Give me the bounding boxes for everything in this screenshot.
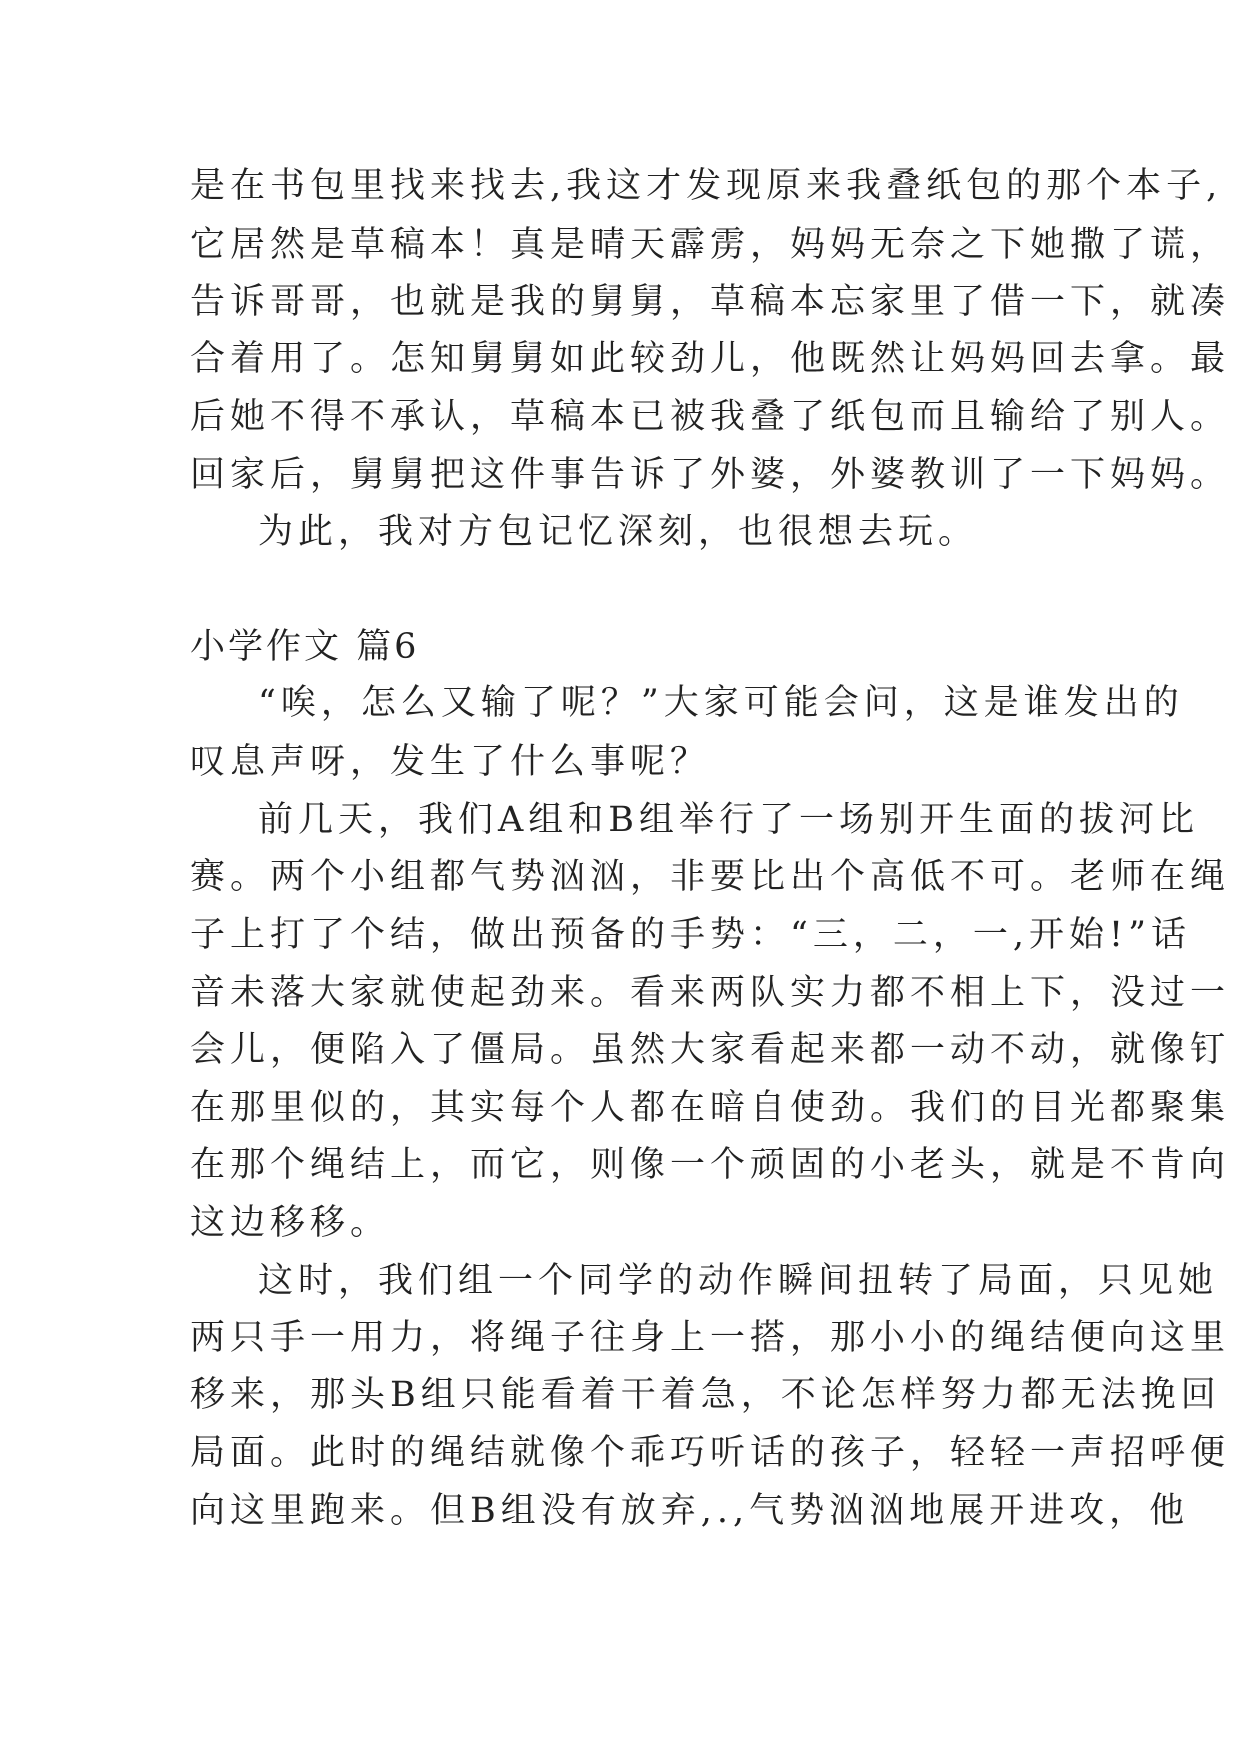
text-line: 叹息声呀，发生了什么事呢？ — [190, 742, 711, 782]
text-line: 回家后，舅舅把这件事告诉了外婆，外婆教训了一下妈妈。 — [190, 455, 1231, 495]
text-line: 这时，我们组一个同学的动作瞬间扭转了局面，只见她 — [258, 1261, 1219, 1301]
text-line: 告诉哥哥，也就是我的舅舅，草稿本忘家里了借一下，就凑 — [190, 282, 1231, 322]
section-heading: 小学作文 篇6 — [190, 627, 420, 667]
text-line: 赛。两个小组都气势汹汹，非要比出个高低不可。老师在绳 — [190, 857, 1231, 897]
text-line: 为此，我对方包记忆深刻，也很想去玩。 — [258, 512, 979, 552]
text-line: 前几天，我们A组和B组举行了一场别开生面的拔河比 — [258, 800, 1199, 840]
text-line: 两只手一用力，将绳子往身上一搭，那小小的绳结便向这里 — [190, 1318, 1231, 1358]
text-line: 后她不得不承认，草稿本已被我叠了纸包而且输给了别人。 — [190, 397, 1231, 437]
text-line: 音未落大家就使起劲来。看来两队实力都不相上下，没过一 — [190, 973, 1231, 1013]
text-line: 在那里似的，其实每个人都在暗自使劲。我们的目光都聚集 — [190, 1088, 1231, 1128]
text-line: 在那个绳结上，而它，则像一个顽固的小老头，就是不肯向 — [190, 1145, 1231, 1185]
text-line: “唉，怎么又输了呢？”大家可能会问，这是谁发出的 — [258, 683, 1184, 723]
text-line: 这边移移。 — [190, 1203, 391, 1243]
text-line: 向这里跑来。但B组没有放弃,.,气势汹汹地展开进攻，他 — [190, 1491, 1190, 1531]
text-line: 合着用了。怎知舅舅如此较劲儿，他既然让妈妈回去拿。最 — [190, 339, 1231, 379]
text-line: 是在书包里找来找去,我这才发现原来我叠纸包的那个本子, — [190, 166, 1223, 206]
text-line: 局面。此时的绳结就像个乖巧听话的孩子，轻轻一声招呼便 — [190, 1433, 1231, 1473]
text-line: 移来，那头B组只能看着干着急，不论怎样努力都无法挽回 — [190, 1375, 1221, 1415]
text-line: 子上打了个结，做出预备的手势：“三，二，一,开始!”话 — [190, 915, 1191, 955]
text-line: 会儿，便陷入了僵局。虽然大家看起来都一动不动，就像钉 — [190, 1030, 1231, 1070]
text-line: 它居然是草稿本！真是晴天霹雳，妈妈无奈之下她撒了谎， — [190, 225, 1231, 265]
